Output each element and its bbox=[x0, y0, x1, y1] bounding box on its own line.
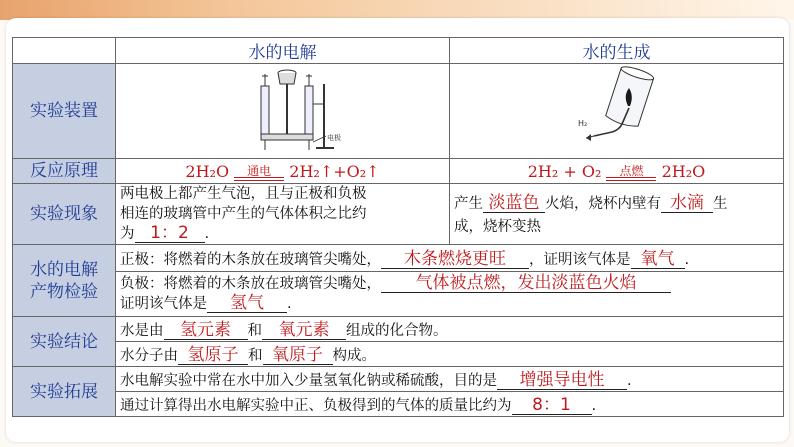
negative-test-answer: 气体被点燃，发出淡蓝色火焰 bbox=[381, 274, 671, 293]
electrolysis-equation bbox=[116, 159, 450, 184]
h2-label: H₂ bbox=[578, 119, 588, 128]
phenomenon-line: 两电极上都产生气泡，且与正极和负极 bbox=[120, 186, 367, 202]
phenomenon-text: 火焰，烧杯内壁有 bbox=[545, 196, 661, 212]
principle-row bbox=[13, 159, 784, 184]
row-label-conclusion: 实验结论 bbox=[13, 317, 116, 367]
row-label-extension: 实验拓展 bbox=[13, 367, 116, 417]
period: . bbox=[684, 251, 690, 268]
phenomenon-line: 相连的玻璃管中产生的气体体积之比约 bbox=[120, 206, 367, 222]
extension-row-2 bbox=[13, 392, 784, 417]
hydrogen-atom-answer: 氢原子 bbox=[178, 346, 248, 365]
phenomenon-text: 生 bbox=[713, 196, 728, 212]
electrolysis-apparatus-cell bbox=[116, 64, 450, 159]
electrolysis-phenomenon bbox=[116, 184, 450, 245]
equation-reactants: 2H₂ + O₂ bbox=[527, 161, 602, 181]
row-label-principle: 反应原理 bbox=[13, 159, 116, 184]
extension-text: 通过计算得出水电解实验中正、负极得到的气体的质量比约为 bbox=[120, 397, 512, 414]
formation-apparatus-cell bbox=[450, 64, 784, 159]
header-empty-cell bbox=[13, 38, 116, 64]
positive-electrode-test bbox=[116, 245, 784, 272]
extension-row-1 bbox=[13, 367, 784, 392]
apparatus-row bbox=[13, 64, 784, 159]
phenomenon-row bbox=[13, 184, 784, 245]
row-label-phenomenon: 实验现象 bbox=[13, 184, 116, 245]
header-electrolysis: 水的电解 bbox=[116, 38, 450, 64]
conductivity-answer: 增强导电性 bbox=[497, 371, 627, 390]
extension-mass-ratio bbox=[116, 392, 784, 417]
conclusion-row-2 bbox=[13, 342, 784, 367]
oxygen-element-answer: 氧元素 bbox=[262, 321, 346, 340]
test-text: 负极：将燃着的木条放在玻璃管尖嘴处， bbox=[120, 276, 381, 292]
conclusion-atoms bbox=[116, 342, 784, 367]
row-label-apparatus: 实验装置 bbox=[13, 64, 116, 159]
equation-product: 2H₂O bbox=[661, 161, 706, 181]
phenomenon-text: 为 bbox=[120, 226, 135, 242]
conclusion-text: 和 bbox=[248, 347, 263, 364]
phenomenon-line bbox=[454, 191, 779, 217]
conclusion-text: 水是由 bbox=[120, 322, 164, 339]
products-test-row-positive bbox=[13, 245, 784, 272]
test-text: 正极：将燃着的木条放在玻璃管尖嘴处， bbox=[120, 251, 381, 268]
flame-color-answer: 淡蓝色 bbox=[483, 194, 545, 213]
period: . bbox=[204, 226, 210, 242]
condition-text: 点燃 bbox=[619, 163, 644, 178]
period: . bbox=[627, 372, 632, 389]
test-line bbox=[120, 274, 779, 294]
test-text: ，证明该气体是 bbox=[529, 251, 631, 268]
label-line: 水的电解 bbox=[30, 259, 98, 280]
top-accent-bar bbox=[0, 0, 794, 20]
conclusion-text: 构成。 bbox=[332, 347, 376, 364]
formation-phenomenon bbox=[450, 184, 784, 245]
hydrogen-answer: 氢气 bbox=[207, 294, 287, 313]
test-text: 证明该气体是 bbox=[120, 296, 207, 312]
equation-condition bbox=[606, 165, 656, 181]
mass-ratio-answer: 8：1 bbox=[512, 396, 592, 415]
conclusion-text: 组成的化合物。 bbox=[346, 322, 448, 339]
conclusion-elements bbox=[116, 317, 784, 342]
negative-electrode-test bbox=[116, 272, 784, 317]
conclusion-text: 水分子由 bbox=[120, 347, 178, 364]
extension-text: 水电解实验中常在水中加入少量氢氧化钠或稀硫酸，目的是 bbox=[120, 372, 497, 389]
hydrogen-combustion-diagram bbox=[454, 64, 788, 154]
electrode-label: 电极 bbox=[327, 134, 341, 142]
oxygen-atom-answer: 氧原子 bbox=[263, 346, 333, 365]
formation-equation bbox=[450, 159, 784, 184]
period: . bbox=[287, 296, 292, 312]
equation-products: 2H₂↑+O₂↑ bbox=[289, 161, 380, 181]
conclusion-row-1 bbox=[13, 317, 784, 342]
equation-reactant: 2H₂O bbox=[185, 161, 230, 181]
volume-ratio-answer: 1：2 bbox=[135, 224, 205, 243]
condition-text: 通电 bbox=[247, 163, 272, 178]
header-formation: 水的生成 bbox=[450, 38, 784, 64]
extension-purpose bbox=[116, 367, 784, 392]
header-row bbox=[13, 38, 784, 64]
water-drops-answer: 水滴 bbox=[661, 194, 713, 213]
oxygen-answer: 氧气 bbox=[631, 250, 685, 269]
positive-test-answer: 木条燃烧更旺 bbox=[381, 250, 529, 269]
equation-condition bbox=[234, 165, 284, 181]
water-experiment-table bbox=[12, 37, 784, 417]
label-line: 产物检验 bbox=[30, 281, 98, 302]
electrolysis-apparatus-diagram bbox=[120, 64, 454, 154]
phenomenon-text: 产生 bbox=[454, 196, 483, 212]
hydrogen-element-answer: 氢元素 bbox=[164, 321, 248, 340]
conclusion-text: 和 bbox=[247, 322, 262, 339]
products-test-row-negative bbox=[13, 272, 784, 317]
phenomenon-line: 成，烧杯变热 bbox=[454, 219, 541, 235]
phenomenon-line bbox=[120, 224, 445, 244]
period: . bbox=[591, 397, 597, 414]
test-line bbox=[120, 294, 779, 314]
row-label-products-test bbox=[13, 245, 116, 317]
